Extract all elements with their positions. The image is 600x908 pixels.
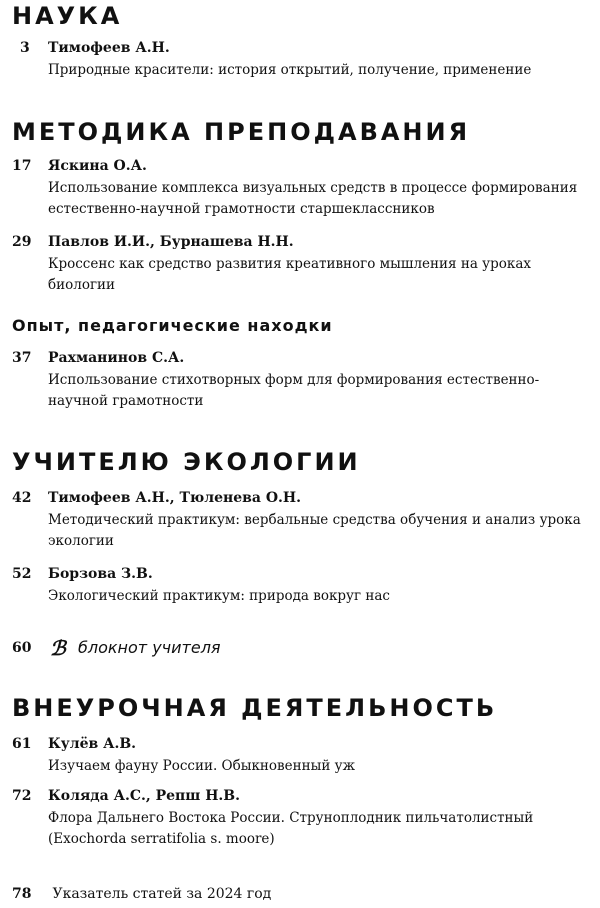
section-title-methodology: МЕТОДИКА ПРЕПОДАВАНИЯ bbox=[12, 118, 471, 146]
entry-authors: Павлов И.И., Бурнашева Н.Н. bbox=[48, 234, 294, 250]
entry-page-number: 3 bbox=[20, 40, 30, 56]
entry-page-number: 29 bbox=[12, 234, 32, 250]
entry-authors: Тимофеев А.Н., Тюленева О.Н. bbox=[48, 490, 302, 506]
entry-page-number: 52 bbox=[12, 566, 32, 582]
entry-page-number: 72 bbox=[12, 788, 32, 804]
entry-authors: Рахманинов С.А. bbox=[48, 350, 185, 366]
footer-entry[interactable] bbox=[12, 884, 271, 904]
entry-title: Кроссенс как средство развития креативного мышления на уроках биологии bbox=[48, 256, 531, 293]
entry-page-number: 37 bbox=[12, 350, 32, 366]
entry-authors: Яскина О.А. bbox=[48, 158, 147, 174]
entry-authors: Кулёв А.В. bbox=[48, 736, 137, 752]
entry-authors: Тимофеев А.Н. bbox=[48, 40, 170, 56]
notebook-logo-icon: ℬ bbox=[50, 636, 66, 660]
entry-title: Флора Дальнего Востока России. Струноплодник пильчатолистный (Exochorda serratifolia s. moore) bbox=[48, 810, 534, 847]
notebook-label: блокнот учителя bbox=[78, 638, 221, 657]
section-title-science: НАУКА bbox=[12, 2, 123, 30]
entry-page-number: 61 bbox=[12, 736, 32, 752]
entry-title: Природные красители: история открытий, получение, применение bbox=[48, 62, 532, 78]
entry-title: Использование комплекса визуальных средств в процессе формирования естественно-научной грамотности старшеклассников bbox=[48, 180, 578, 217]
entry-title: Методический практикум: вербальные средства обучения и анализ урока экологии bbox=[48, 512, 581, 549]
entry-authors: Коляда А.С., Репш Н.В. bbox=[48, 788, 241, 804]
entry-title: Экологический практикум: природа вокруг нас bbox=[48, 588, 390, 604]
entry-title: Изучаем фауну России. Обыкновенный уж bbox=[48, 758, 356, 774]
footer-title: Указатель статей за 2024 год bbox=[52, 886, 272, 902]
footer-page-number: 78 bbox=[12, 886, 32, 902]
subsection-title-experience: Опыт, педагогические находки bbox=[12, 316, 333, 335]
entry-page-number: 17 bbox=[12, 158, 32, 174]
entry-page-number: 60 bbox=[12, 640, 32, 656]
entry-title: Использование стихотворных форм для формирования естественно-научной грамотности bbox=[48, 372, 540, 409]
section-title-ecology-teacher: УЧИТЕЛЮ ЭКОЛОГИИ bbox=[12, 448, 361, 476]
entry-authors: Борзова З.В. bbox=[48, 566, 153, 582]
entry-page-number: 42 bbox=[12, 490, 32, 506]
section-title-extracurricular: ВНЕУРОЧНАЯ ДЕЯТЕЛЬНОСТЬ bbox=[12, 694, 498, 722]
